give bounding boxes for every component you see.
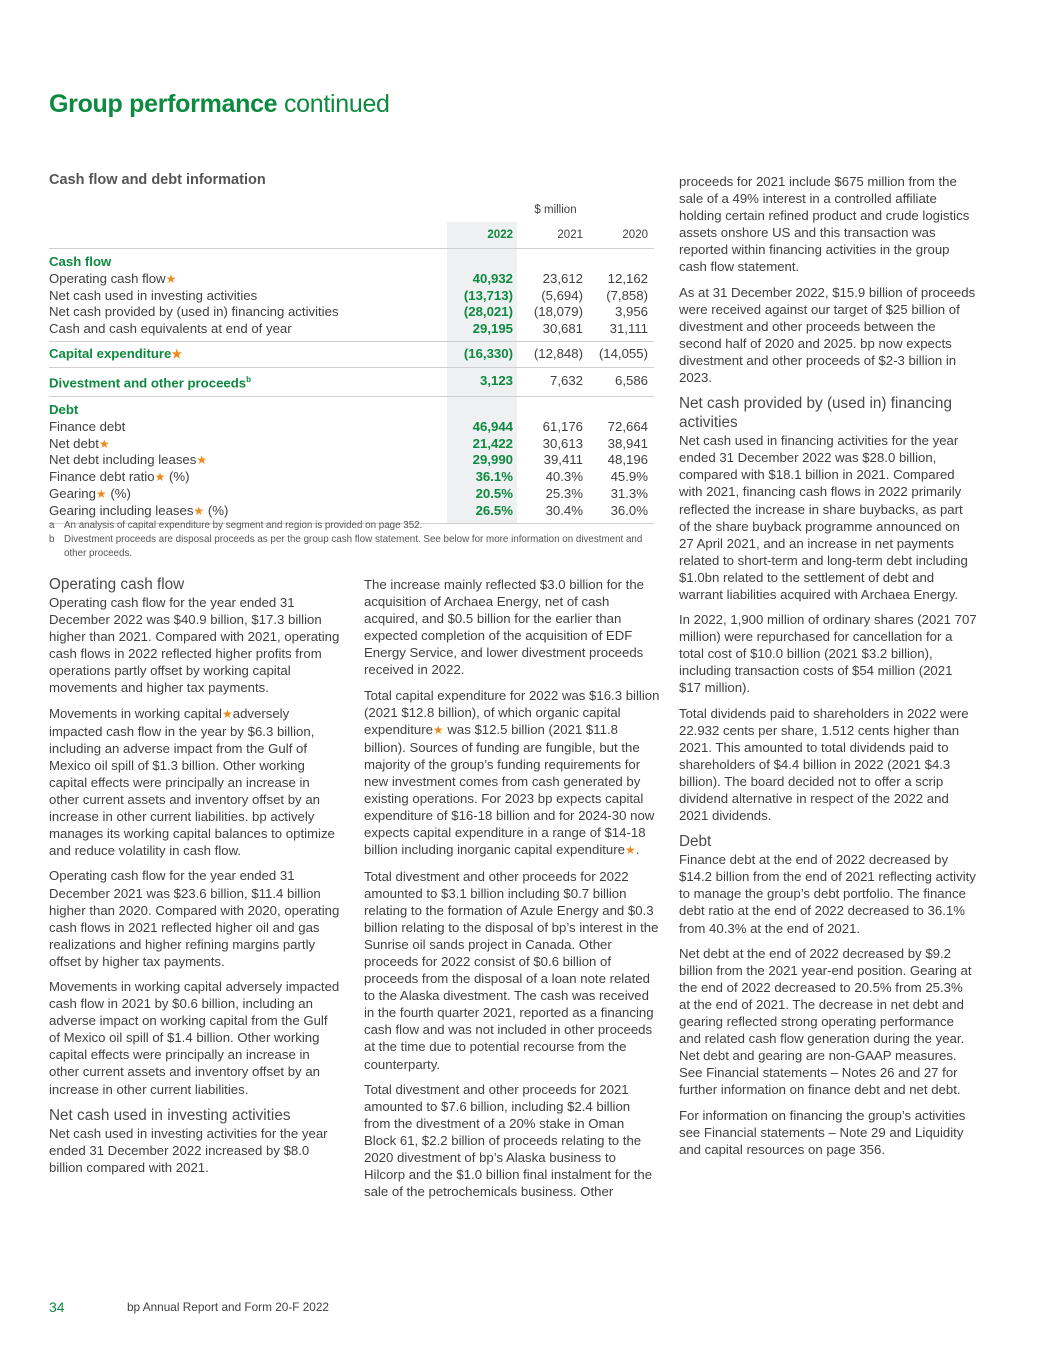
- heading-financing: Net cash provided by (used in) financing activities: [679, 395, 952, 432]
- section-debt: Debt: [49, 401, 79, 417]
- paragraph: Total capital expenditure for 2022 was $16.3 billion (2021 $12.8 billion), of which organic capital expenditure★ was $12.5 billion (2021 $11.8 billion). Sources of funding are fungible, but the majority of the group’s funding requirements for new investment comes from cash generated by existing operations. For 2023 bp expects capital expenditure of $16-18 billion and for 2024-30 now expects capital expenditure in a range of $14-18 billion including inorganic capital expenditure★.: [364, 687, 660, 858]
- paragraph: For information on financing the group’s activities see Financial statements – Note 29 and Liquidity and capital resources on page 356.: [679, 1107, 966, 1157]
- table-row: Operating cash flow★ 40,932 23,612 12,162: [49, 270, 648, 286]
- table-row: Cash and cash equivalents at end of year 29,195 30,681 31,111: [49, 321, 654, 341]
- table-row: Gearing★ (%) 20.5% 25.3% 31.3%: [49, 485, 648, 501]
- paragraph: Total divestment and other proceeds for 2022 amounted to $3.1 billion including $0.7 billion relating to the formation of Azule Energy and $0.3 billion relating to the disposal of bp’s interest in the Sunrise oil sands project in Canada. Other proceeds for 2022 consist of $0.6 billion of proceeds from the disposal of a loan note related to the Alaska divestment. The cash was received in the fourth quarter 2021, reported as a financing cash flow and was not included in other proceeds at the time due to potential recourse from the counterparty.: [364, 868, 659, 1072]
- paragraph: Movements in working capital★adversely impacted cash flow in the year by $6.3 billion, including an adverse impact from the Gulf of Mexico oil spill of $1.3 billion. Other working capital effects were principally an increase in other current assets and inventory offset by an increase in other current liabilities. bp actively manages its working capital balances to optimize and reduce volatility in cash flow.: [49, 705, 335, 859]
- paragraph: Total dividends paid to shareholders in 2022 were 22.932 cents per share, 1.512 cents higher than 2021. This amounted to total dividends paid to shareholders of $4.4 billion in 2022 (2021 $4.3 billion). The board decided not to offer a scrip dividend alternative in respect of the 2022 and 2021 dividends.: [679, 705, 969, 824]
- heading-debt: Debt: [679, 833, 712, 851]
- table-row-capex: Capital expenditure★ (16,330) (12,848) (14,055): [49, 341, 654, 367]
- star-icon: ★: [98, 436, 110, 451]
- paragraph: Operating cash flow for the year ended 31 December 2021 was $23.6 billion, $11.4 billion higher than 2020. Compared with 2020, operating cash flows in 2021 reflected higher oil and gas realizations and higher refining margins partly offset by higher tax payments.: [49, 868, 340, 969]
- heading-operating-cash-flow: Operating cash flow: [49, 576, 185, 593]
- footnote: a An analysis of capital expenditure by segment and region is provided on page 352.: [49, 520, 423, 531]
- paragraph: Net cash used in investing activities for the year ended 31 December 2022 increased by $8.0 billion compared with 2021.: [49, 1125, 328, 1175]
- text-column-3: [679, 173, 977, 1166]
- star-icon: ★: [625, 843, 636, 858]
- paragraph: Finance debt at the end of 2022 decreased by $14.2 billion from the end of 2021 reflecting activity to manage the group’s debt portfolio. The finance debt ratio at the end of 2022 decreased to 36.1% from 40.3% at the end of 2021.: [679, 852, 976, 936]
- paragraph: In 2022, 1,900 million of ordinary shares (2021 707 million) were repurchased for cancellation for a total cost of $10.0 billion (2021 $3.2 billion), including transaction costs of $54 million (2021 $17 million).: [679, 612, 977, 696]
- table-footnotes: [49, 519, 654, 561]
- section-cash-flow: Cash flow: [49, 254, 112, 269]
- star-icon: ★: [165, 271, 177, 286]
- text-column-1: [49, 575, 341, 1184]
- footnote: b Divestment proceeds are disposal proceeds as per the group cash flow statement. See below for more information on divestment and other proceeds.: [49, 534, 643, 559]
- table-row: Finance debt ratio★ (%) 36.1% 40.3% 45.9%: [49, 469, 648, 485]
- year-2020: 2020: [585, 222, 654, 249]
- paragraph: Net debt at the end of 2022 decreased by $9.2 billion from the 2021 year-end position. Gearing at the end of 2022 decreased to 20.5% from 25.3% at the end of 2021. The decrease in net debt and gearing reflected strong operating performance and related cash flow generation during the year. Net debt and gearing are non-GAAP measures. See Financial statements – Notes 26 and 27 for further information on finance debt and net debt.: [679, 945, 972, 1098]
- table-row: Net cash provided by (used in) financing activities (28,021) (18,079) 3,956: [49, 304, 648, 320]
- text-column-2: [364, 576, 660, 1208]
- table-row: Net cash used in investing activities (13,713) (5,694) (7,858): [49, 287, 648, 303]
- year-2022: 2022: [447, 222, 517, 249]
- star-icon: ★: [196, 453, 208, 468]
- star-icon: ★: [193, 503, 205, 518]
- table-heading: Cash flow and debt information: [49, 172, 266, 188]
- table-row: Net debt★ 21,422 30,613 38,941: [49, 435, 648, 451]
- year-2021: 2021: [517, 222, 585, 249]
- paragraph: Movements in working capital adversely impacted cash flow in 2021 by $0.6 billion, including an adverse impact on working capital from the Gulf of Mexico oil spill of $1.4 billion. Other working capital effects were principally an increase in other current assets and inventory offset by an increase in other current liabilities.: [49, 978, 340, 1097]
- star-icon: ★: [432, 722, 444, 737]
- table-row-divestment: Divestment and other proceeds$^b$ 3,123 7,632 6,586: [49, 367, 654, 396]
- table-row: Net debt including leases★ 29,990 39,411 48,196: [49, 452, 648, 468]
- star-icon: ★: [154, 470, 166, 485]
- page-number: 34: [49, 1299, 65, 1315]
- table-row: Finance debt 46,944 61,176 72,664: [49, 418, 648, 434]
- table-row: Gearing including leases★ (%) 26.5% 30.4% 36.0%: [49, 503, 654, 523]
- star-icon: ★: [171, 346, 183, 361]
- footer-title: bp Annual Report and Form 20-F 2022: [127, 1300, 329, 1314]
- cash-flow-debt-table: [49, 198, 654, 524]
- page-title: Group performance continued: [49, 90, 390, 118]
- paragraph: proceeds for 2021 include $675 million from the sale of a 49% interest in a controlled affiliate holding certain refined product and crude logistics assets onshore US and this transaction was reported within financing activities in the group cash flow statement.: [679, 174, 970, 275]
- paragraph: Total divestment and other proceeds for 2021 amounted to $7.6 billion, including $2.4 billion from the divestment of a 20% stake in Oman Block 61, $2.2 billion of proceeds relating to the 2020 divestment of bp’s Alaska business to Hilcorp and the $1.0 billion final instalment for the sale of the petrochemicals business. Other: [364, 1081, 653, 1200]
- paragraph: Net cash used in financing activities for the year ended 31 December 2022 was $28.0 billion, compared with $18.1 billion in 2021. Compared with 2021, financing cash flows in 2022 primarily reflected the increase in share buybacks, as part of the share buyback programme announced on 27 April 2021, and an increase in net payments related to short-term and long-term debt including $1.0bn related to the settlement of debt and warrant liabilities acquired with Archaea Energy.: [679, 433, 968, 602]
- unit-label: $ million: [534, 203, 577, 216]
- heading-investing: Net cash used in investing activities: [49, 1106, 291, 1124]
- paragraph: As at 31 December 2022, $15.9 billion of proceeds were received against our target of $25 billion of divestment and other proceeds between the second half of 2020 and 2025. bp now expects divestment and other proceeds of $2-3 billion in 2023.: [679, 284, 976, 386]
- star-icon: ★: [221, 706, 233, 721]
- paragraph: The increase mainly reflected $3.0 billion for the acquisition of Archaea Energy, net of cash acquired, and $0.5 billion for the earlier than expected completion of the acquisition of EDF Energy Service, and lower divestment proceeds received in 2022.: [364, 577, 645, 678]
- star-icon: ★: [95, 486, 107, 501]
- paragraph: Operating cash flow for the year ended 31 December 2022 was $40.9 billion, $17.3 billion higher than 2021. Compared with 2021, operating cash flows in 2022 reflected higher profits from operations partly offset by working capital movements and higher tax payments.: [49, 595, 340, 696]
